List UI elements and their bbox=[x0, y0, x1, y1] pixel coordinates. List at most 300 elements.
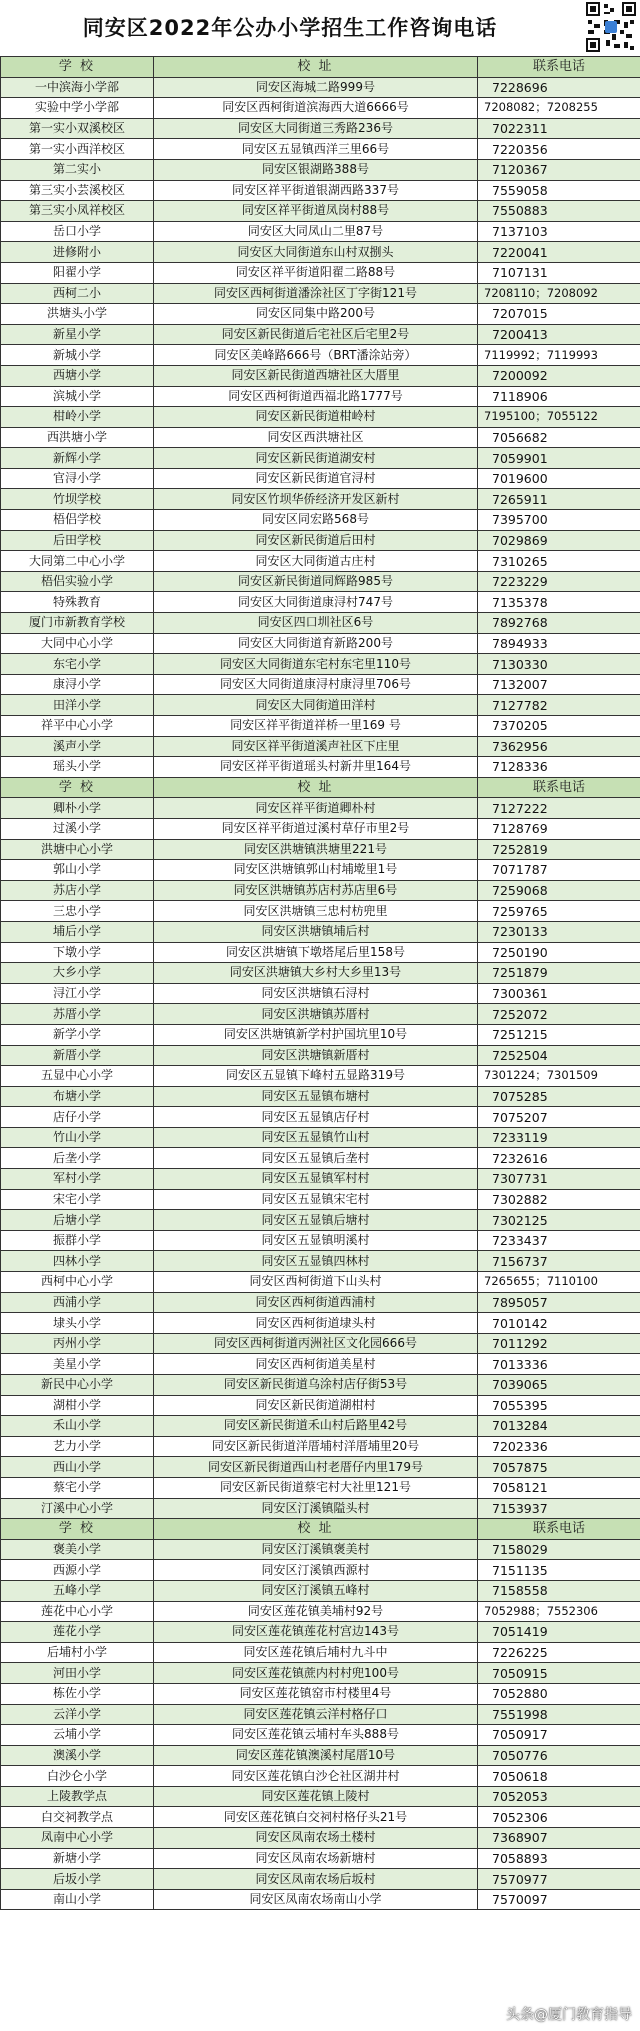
address-cell: 同安区新民街道湖安村 bbox=[154, 448, 478, 469]
table-row bbox=[1, 633, 640, 654]
school-name-cell: 第三实小凤祥校区 bbox=[1, 201, 154, 222]
phone-cell: 7207015 bbox=[478, 304, 640, 325]
phone-cell: 7251215 bbox=[478, 1024, 640, 1045]
address-cell: 同安区莲花镇窑市村楼里4号 bbox=[154, 1683, 478, 1704]
table-row bbox=[1, 798, 640, 819]
address-cell: 同安区新民街道后田村 bbox=[154, 530, 478, 551]
school-name-cell: 后田学校 bbox=[1, 530, 154, 551]
table-row bbox=[1, 942, 640, 963]
table-row bbox=[1, 242, 640, 263]
address-cell: 同安区凤南农场土楼村 bbox=[154, 1828, 478, 1849]
school-name-cell: 凤南中心小学 bbox=[1, 1828, 154, 1849]
school-name-cell: 西柯中心小学 bbox=[1, 1272, 154, 1293]
phone-cell: 7075285 bbox=[478, 1086, 640, 1107]
table-row bbox=[1, 118, 640, 139]
phone-cell: 7362956 bbox=[478, 736, 640, 757]
phone-cell: 7107131 bbox=[478, 262, 640, 283]
phone-cell: 7128336 bbox=[478, 757, 640, 778]
school-name-cell: 褒美小学 bbox=[1, 1539, 154, 1560]
table-row bbox=[1, 1683, 640, 1704]
school-name-cell: 布塘小学 bbox=[1, 1086, 154, 1107]
school-name-cell: 郭山小学 bbox=[1, 860, 154, 881]
address-cell: 同安区西柯街道下山头村 bbox=[154, 1272, 478, 1293]
school-name-cell: 新辉小学 bbox=[1, 448, 154, 469]
phone-cell: 7022311 bbox=[478, 118, 640, 139]
address-cell: 同安区莲花镇云洋村格仔口 bbox=[154, 1704, 478, 1725]
school-name-cell: 第一实小西洋校区 bbox=[1, 139, 154, 160]
school-name-cell: 新厝小学 bbox=[1, 1045, 154, 1066]
table-row bbox=[1, 921, 640, 942]
school-name-cell: 竹山小学 bbox=[1, 1127, 154, 1148]
address-cell: 同安区汀溪镇褒美村 bbox=[154, 1539, 478, 1560]
school-name-cell: 南山小学 bbox=[1, 1889, 154, 1910]
address-cell: 同安区新民街道西山村老厝仔内里179号 bbox=[154, 1457, 478, 1478]
address-cell: 同安区大同街道康浔村康浔里706号 bbox=[154, 674, 478, 695]
address-cell: 同安区西柯街道美星村 bbox=[154, 1354, 478, 1375]
school-name-cell: 店仔小学 bbox=[1, 1107, 154, 1128]
column-header-address: 校 址 bbox=[154, 777, 478, 798]
address-cell: 同安区五显镇下峰村五显路319号 bbox=[154, 1066, 478, 1087]
address-cell: 同安区五显镇竹山村 bbox=[154, 1127, 478, 1148]
table-row bbox=[1, 1086, 640, 1107]
phone-cell: 7551998 bbox=[478, 1704, 640, 1725]
phone-cell: 7058893 bbox=[478, 1848, 640, 1869]
school-name-cell: 湖柑小学 bbox=[1, 1395, 154, 1416]
school-name-cell: 官浔小学 bbox=[1, 468, 154, 489]
address-cell: 同安区新民街道官浔村 bbox=[154, 468, 478, 489]
school-name-cell: 五显中心小学 bbox=[1, 1066, 154, 1087]
address-cell: 同安区大同街道育新路200号 bbox=[154, 633, 478, 654]
phone-cell: 7050618 bbox=[478, 1766, 640, 1787]
address-cell: 同安区新民街道后宅社区后宅里2号 bbox=[154, 324, 478, 345]
phone-cell: 7151135 bbox=[478, 1560, 640, 1581]
school-name-cell: 阳翟小学 bbox=[1, 262, 154, 283]
address-cell: 同安区祥平街道银湖西路337号 bbox=[154, 180, 478, 201]
school-name-cell: 西洪塘小学 bbox=[1, 427, 154, 448]
watermark: 头条@厦门教育指导 bbox=[506, 2007, 632, 2023]
school-name-cell: 埭头小学 bbox=[1, 1313, 154, 1334]
phone-cell: 7051419 bbox=[478, 1622, 640, 1643]
address-cell: 同安区祥平街道卿朴村 bbox=[154, 798, 478, 819]
address-cell: 同安区大同凤山二里87号 bbox=[154, 221, 478, 242]
table-row bbox=[1, 180, 640, 201]
address-cell: 同安区大同街道东宅村东宅里110号 bbox=[154, 654, 478, 675]
school-name-cell: 新塘小学 bbox=[1, 1848, 154, 1869]
phone-cell: 7056682 bbox=[478, 427, 640, 448]
phone-cell: 7250190 bbox=[478, 942, 640, 963]
table-row bbox=[1, 1333, 640, 1354]
address-cell: 同安区五显镇明溪村 bbox=[154, 1230, 478, 1251]
address-cell: 同安区五显镇四林村 bbox=[154, 1251, 478, 1272]
phone-cell: 7052988；7552306 bbox=[478, 1601, 640, 1622]
phone-cell: 7055395 bbox=[478, 1395, 640, 1416]
school-name-cell: 宋宅小学 bbox=[1, 1189, 154, 1210]
address-cell: 同安区洪塘镇三忠村枋兜里 bbox=[154, 901, 478, 922]
phone-cell: 7120367 bbox=[478, 159, 640, 180]
school-name-cell: 下墩小学 bbox=[1, 942, 154, 963]
school-name-cell: 西山小学 bbox=[1, 1457, 154, 1478]
address-cell: 同安区莲花镇美埔村92号 bbox=[154, 1601, 478, 1622]
school-name-cell: 岳口小学 bbox=[1, 221, 154, 242]
phone-cell: 7895057 bbox=[478, 1292, 640, 1313]
school-name-cell: 竹坝学校 bbox=[1, 489, 154, 510]
school-name-cell: 澳溪小学 bbox=[1, 1745, 154, 1766]
column-header-phone: 联系电话 bbox=[478, 57, 640, 78]
school-name-cell: 滨城小学 bbox=[1, 386, 154, 407]
table-row bbox=[1, 1848, 640, 1869]
address-cell: 同安区西柯街道滨海西大道6666号 bbox=[154, 98, 478, 119]
phone-cell: 7395700 bbox=[478, 510, 640, 531]
address-cell: 同安区凤南农场后坂村 bbox=[154, 1869, 478, 1890]
school-name-cell: 大同第二中心小学 bbox=[1, 551, 154, 572]
table-row bbox=[1, 839, 640, 860]
address-cell: 同安区五显镇宋宅村 bbox=[154, 1189, 478, 1210]
address-cell: 同安区新民街道洋厝埔村洋厝埔里20号 bbox=[154, 1436, 478, 1457]
table-row bbox=[1, 1045, 640, 1066]
address-cell: 同安区美峰路666号（BRT潘涂站旁） bbox=[154, 345, 478, 366]
column-header-phone: 联系电话 bbox=[478, 1519, 640, 1540]
address-cell: 同安区新民街道同辉路985号 bbox=[154, 571, 478, 592]
phone-cell: 7071787 bbox=[478, 860, 640, 881]
phone-cell: 7135378 bbox=[478, 592, 640, 613]
table-row bbox=[1, 530, 640, 551]
table-row bbox=[1, 1457, 640, 1478]
phone-cell: 7208082；7208255 bbox=[478, 98, 640, 119]
address-cell: 同安区银湖路388号 bbox=[154, 159, 478, 180]
address-cell: 同安区大同街道田洋村 bbox=[154, 695, 478, 716]
address-cell: 同安区莲花镇白沙仑社区湖井村 bbox=[154, 1766, 478, 1787]
school-name-cell: 后埔村小学 bbox=[1, 1642, 154, 1663]
school-name-cell: 西柯二小 bbox=[1, 283, 154, 304]
phone-cell: 7259765 bbox=[478, 901, 640, 922]
phone-cell: 7550883 bbox=[478, 201, 640, 222]
address-cell: 同安区西柯街道潘涂社区丁字街121号 bbox=[154, 283, 478, 304]
address-cell: 同安区洪塘镇埔后村 bbox=[154, 921, 478, 942]
school-name-cell: 大同中心小学 bbox=[1, 633, 154, 654]
school-name-cell: 西塘小学 bbox=[1, 365, 154, 386]
school-name-cell: 梧侣实验小学 bbox=[1, 571, 154, 592]
school-name-cell: 浔江小学 bbox=[1, 983, 154, 1004]
address-cell: 同安区海城二路999号 bbox=[154, 77, 478, 98]
address-cell: 同安区五显镇西洋三里66号 bbox=[154, 139, 478, 160]
table-row bbox=[1, 1889, 640, 1910]
table-row bbox=[1, 1127, 640, 1148]
school-name-cell: 东宅小学 bbox=[1, 654, 154, 675]
school-name-cell: 柑岭小学 bbox=[1, 407, 154, 428]
table-row bbox=[1, 345, 640, 366]
phone-cell: 7233437 bbox=[478, 1230, 640, 1251]
address-cell: 同安区新民街道蔡宅村大社里121号 bbox=[154, 1477, 478, 1498]
address-cell: 同安区新民街道湖柑村 bbox=[154, 1395, 478, 1416]
address-cell: 同安区祥平街道过溪村草仔市里2号 bbox=[154, 818, 478, 839]
school-name-cell: 祥平中心小学 bbox=[1, 716, 154, 737]
phone-cell: 7252072 bbox=[478, 1004, 640, 1025]
address-cell: 同安区四口圳社区6号 bbox=[154, 613, 478, 634]
phone-cell: 7075207 bbox=[478, 1107, 640, 1128]
table-row bbox=[1, 139, 640, 160]
table-row bbox=[1, 1869, 640, 1890]
school-name-cell: 新星小学 bbox=[1, 324, 154, 345]
address-cell: 同安区祥平街道瑶头村新井里164号 bbox=[154, 757, 478, 778]
phone-cell: 7301224；7301509 bbox=[478, 1066, 640, 1087]
table-header-row bbox=[1, 1519, 640, 1540]
address-cell: 同安区凤南农场新塘村 bbox=[154, 1848, 478, 1869]
school-name-cell: 洪塘中心小学 bbox=[1, 839, 154, 860]
table-row bbox=[1, 1375, 640, 1396]
table-row bbox=[1, 1292, 640, 1313]
phone-cell: 7892768 bbox=[478, 613, 640, 634]
table-row bbox=[1, 1251, 640, 1272]
table-row bbox=[1, 1169, 640, 1190]
address-cell: 同安区西柯街道埭头村 bbox=[154, 1313, 478, 1334]
school-name-cell: 白沙仑小学 bbox=[1, 1766, 154, 1787]
table-header-row bbox=[1, 57, 640, 78]
address-cell: 同安区大同街道康浔村747号 bbox=[154, 592, 478, 613]
school-name-cell: 后塘小学 bbox=[1, 1210, 154, 1231]
table-row bbox=[1, 427, 640, 448]
table-row bbox=[1, 407, 640, 428]
school-phone-table bbox=[0, 56, 640, 1910]
address-cell: 同安区同集中路200号 bbox=[154, 304, 478, 325]
address-cell: 同安区新民街道柑岭村 bbox=[154, 407, 478, 428]
phone-cell: 7570097 bbox=[478, 1889, 640, 1910]
qr-code-icon bbox=[586, 2, 636, 52]
address-cell: 同安区新民街道禾山村后路里42号 bbox=[154, 1416, 478, 1437]
phone-cell: 7252819 bbox=[478, 839, 640, 860]
table-row bbox=[1, 613, 640, 634]
column-header-school: 学 校 bbox=[1, 777, 154, 798]
table-row bbox=[1, 901, 640, 922]
address-cell: 同安区大同街道东山村双捌头 bbox=[154, 242, 478, 263]
phone-cell: 7013284 bbox=[478, 1416, 640, 1437]
table-row bbox=[1, 654, 640, 675]
phone-cell: 7220041 bbox=[478, 242, 640, 263]
table-row bbox=[1, 551, 640, 572]
school-name-cell: 美星小学 bbox=[1, 1354, 154, 1375]
school-name-cell: 新城小学 bbox=[1, 345, 154, 366]
table-row bbox=[1, 283, 640, 304]
page-title: 同安区2022年公办小学招生工作咨询电话 bbox=[82, 16, 498, 40]
school-name-cell: 梧侣学校 bbox=[1, 510, 154, 531]
table-row bbox=[1, 1704, 640, 1725]
table-body bbox=[1, 57, 640, 1910]
phone-cell: 7059901 bbox=[478, 448, 640, 469]
school-name-cell: 云埔小学 bbox=[1, 1725, 154, 1746]
school-name-cell: 进修附小 bbox=[1, 242, 154, 263]
school-name-cell: 蔡宅小学 bbox=[1, 1477, 154, 1498]
title-bar bbox=[0, 0, 640, 56]
address-cell: 同安区洪塘镇下墩塔尾后里158号 bbox=[154, 942, 478, 963]
phone-cell: 7119992；7119993 bbox=[478, 345, 640, 366]
address-cell: 同安区五显镇军村村 bbox=[154, 1169, 478, 1190]
school-name-cell: 康浔小学 bbox=[1, 674, 154, 695]
phone-cell: 7233119 bbox=[478, 1127, 640, 1148]
address-cell: 同安区莲花镇莲花村宫边143号 bbox=[154, 1622, 478, 1643]
address-cell: 同安区莲花镇云埔村车头888号 bbox=[154, 1725, 478, 1746]
table-row bbox=[1, 1580, 640, 1601]
phone-cell: 7265655；7110100 bbox=[478, 1272, 640, 1293]
address-cell: 同安区洪塘镇郭山村埔墘里1号 bbox=[154, 860, 478, 881]
phone-cell: 7137103 bbox=[478, 221, 640, 242]
table-row bbox=[1, 159, 640, 180]
address-cell: 同安区祥平街道凤岗村88号 bbox=[154, 201, 478, 222]
phone-cell: 7259068 bbox=[478, 880, 640, 901]
table-row bbox=[1, 386, 640, 407]
school-name-cell: 后垄小学 bbox=[1, 1148, 154, 1169]
address-cell: 同安区莲花镇澳溪村尾厝10号 bbox=[154, 1745, 478, 1766]
address-cell: 同安区莲花镇后埔村九斗中 bbox=[154, 1642, 478, 1663]
table-row bbox=[1, 262, 640, 283]
address-cell: 同安区同宏路568号 bbox=[154, 510, 478, 531]
phone-cell: 7050917 bbox=[478, 1725, 640, 1746]
school-name-cell: 厦门市新教育学校 bbox=[1, 613, 154, 634]
school-name-cell: 河田小学 bbox=[1, 1663, 154, 1684]
address-cell: 同安区洪塘镇大乡村大乡里13号 bbox=[154, 963, 478, 984]
table-row bbox=[1, 1766, 640, 1787]
table-row bbox=[1, 1828, 640, 1849]
phone-cell: 7130330 bbox=[478, 654, 640, 675]
school-name-cell: 上陵教学点 bbox=[1, 1786, 154, 1807]
address-cell: 同安区洪塘镇洪塘里221号 bbox=[154, 839, 478, 860]
table-row bbox=[1, 1272, 640, 1293]
phone-cell: 7220356 bbox=[478, 139, 640, 160]
table-row bbox=[1, 1642, 640, 1663]
table-row bbox=[1, 1436, 640, 1457]
address-cell: 同安区西柯街道西福北路1777号 bbox=[154, 386, 478, 407]
phone-cell: 7052053 bbox=[478, 1786, 640, 1807]
phone-cell: 7200092 bbox=[478, 365, 640, 386]
phone-cell: 7228696 bbox=[478, 77, 640, 98]
phone-cell: 7050915 bbox=[478, 1663, 640, 1684]
school-name-cell: 艺力小学 bbox=[1, 1436, 154, 1457]
phone-cell: 7019600 bbox=[478, 468, 640, 489]
table-row bbox=[1, 1498, 640, 1519]
table-row bbox=[1, 1189, 640, 1210]
phone-cell: 7202336 bbox=[478, 1436, 640, 1457]
school-name-cell: 埔后小学 bbox=[1, 921, 154, 942]
school-name-cell: 五峰小学 bbox=[1, 1580, 154, 1601]
address-cell: 同安区洪塘镇新学村护国坑里10号 bbox=[154, 1024, 478, 1045]
school-name-cell: 实验中学小学部 bbox=[1, 98, 154, 119]
school-name-cell: 苏厝小学 bbox=[1, 1004, 154, 1025]
table-row bbox=[1, 1230, 640, 1251]
phone-cell: 7302882 bbox=[478, 1189, 640, 1210]
phone-cell: 7013336 bbox=[478, 1354, 640, 1375]
address-cell: 同安区五显镇后塘村 bbox=[154, 1210, 478, 1231]
phone-cell: 7208110；7208092 bbox=[478, 283, 640, 304]
address-cell: 同安区洪塘镇新厝村 bbox=[154, 1045, 478, 1066]
table-row bbox=[1, 1786, 640, 1807]
school-name-cell: 西源小学 bbox=[1, 1560, 154, 1581]
table-row bbox=[1, 1416, 640, 1437]
address-cell: 同安区西柯街道丙洲社区文化园666号 bbox=[154, 1333, 478, 1354]
table-row bbox=[1, 1601, 640, 1622]
school-name-cell: 汀溪中心小学 bbox=[1, 1498, 154, 1519]
school-name-cell: 第一实小双溪校区 bbox=[1, 118, 154, 139]
phone-cell: 7307731 bbox=[478, 1169, 640, 1190]
phone-cell: 7200413 bbox=[478, 324, 640, 345]
table-row bbox=[1, 1354, 640, 1375]
table-row bbox=[1, 468, 640, 489]
address-cell: 同安区五显镇后垄村 bbox=[154, 1148, 478, 1169]
school-name-cell: 苏店小学 bbox=[1, 880, 154, 901]
table-row bbox=[1, 1539, 640, 1560]
school-name-cell: 西浦小学 bbox=[1, 1292, 154, 1313]
school-name-cell: 振群小学 bbox=[1, 1230, 154, 1251]
phone-cell: 7300361 bbox=[478, 983, 640, 1004]
phone-cell: 7226225 bbox=[478, 1642, 640, 1663]
phone-cell: 7310265 bbox=[478, 551, 640, 572]
table-row bbox=[1, 1107, 640, 1128]
phone-cell: 7265911 bbox=[478, 489, 640, 510]
school-name-cell: 田洋小学 bbox=[1, 695, 154, 716]
table-row bbox=[1, 1395, 640, 1416]
table-row bbox=[1, 1663, 640, 1684]
phone-cell: 7039065 bbox=[478, 1375, 640, 1396]
table-row bbox=[1, 592, 640, 613]
table-row bbox=[1, 571, 640, 592]
table-row bbox=[1, 201, 640, 222]
phone-cell: 7251879 bbox=[478, 963, 640, 984]
phone-cell: 7232616 bbox=[478, 1148, 640, 1169]
school-name-cell: 三忠小学 bbox=[1, 901, 154, 922]
phone-cell: 7156737 bbox=[478, 1251, 640, 1272]
school-name-cell: 过溪小学 bbox=[1, 818, 154, 839]
column-header-address: 校 址 bbox=[154, 57, 478, 78]
table-row bbox=[1, 1313, 640, 1334]
address-cell: 同安区大同街道三秀路236号 bbox=[154, 118, 478, 139]
table-row bbox=[1, 510, 640, 531]
phone-cell: 7230133 bbox=[478, 921, 640, 942]
phone-cell: 7559058 bbox=[478, 180, 640, 201]
table-row bbox=[1, 1148, 640, 1169]
phone-cell: 7052306 bbox=[478, 1807, 640, 1828]
address-cell: 同安区祥平街道溪声社区下庄里 bbox=[154, 736, 478, 757]
phone-cell: 7057875 bbox=[478, 1457, 640, 1478]
phone-cell: 7128769 bbox=[478, 818, 640, 839]
table-row bbox=[1, 1622, 640, 1643]
table-header-row bbox=[1, 777, 640, 798]
phone-cell: 7011292 bbox=[478, 1333, 640, 1354]
table-row bbox=[1, 880, 640, 901]
school-name-cell: 丙州小学 bbox=[1, 1333, 154, 1354]
table-row bbox=[1, 983, 640, 1004]
address-cell: 同安区竹坝华侨经济开发区新村 bbox=[154, 489, 478, 510]
table-row bbox=[1, 818, 640, 839]
school-name-cell: 大乡小学 bbox=[1, 963, 154, 984]
address-cell: 同安区莲花镇蔗内村村兜100号 bbox=[154, 1663, 478, 1684]
school-name-cell: 新民中心小学 bbox=[1, 1375, 154, 1396]
school-name-cell: 莲花小学 bbox=[1, 1622, 154, 1643]
table-row bbox=[1, 221, 640, 242]
table-row bbox=[1, 77, 640, 98]
address-cell: 同安区洪塘镇苏厝村 bbox=[154, 1004, 478, 1025]
address-cell: 同安区新民街道乌涂村店仔街53号 bbox=[154, 1375, 478, 1396]
column-header-school: 学 校 bbox=[1, 57, 154, 78]
phone-cell: 7195100；7055122 bbox=[478, 407, 640, 428]
table-row bbox=[1, 757, 640, 778]
phone-cell: 7058121 bbox=[478, 1477, 640, 1498]
address-cell: 同安区五显镇店仔村 bbox=[154, 1107, 478, 1128]
address-cell: 同安区大同街道古庄村 bbox=[154, 551, 478, 572]
school-name-cell: 军村小学 bbox=[1, 1169, 154, 1190]
phone-cell: 7153937 bbox=[478, 1498, 640, 1519]
school-name-cell: 新学小学 bbox=[1, 1024, 154, 1045]
address-cell: 同安区西柯街道西浦村 bbox=[154, 1292, 478, 1313]
table-row bbox=[1, 716, 640, 737]
column-header-phone: 联系电话 bbox=[478, 777, 640, 798]
school-name-cell: 洪塘头小学 bbox=[1, 304, 154, 325]
